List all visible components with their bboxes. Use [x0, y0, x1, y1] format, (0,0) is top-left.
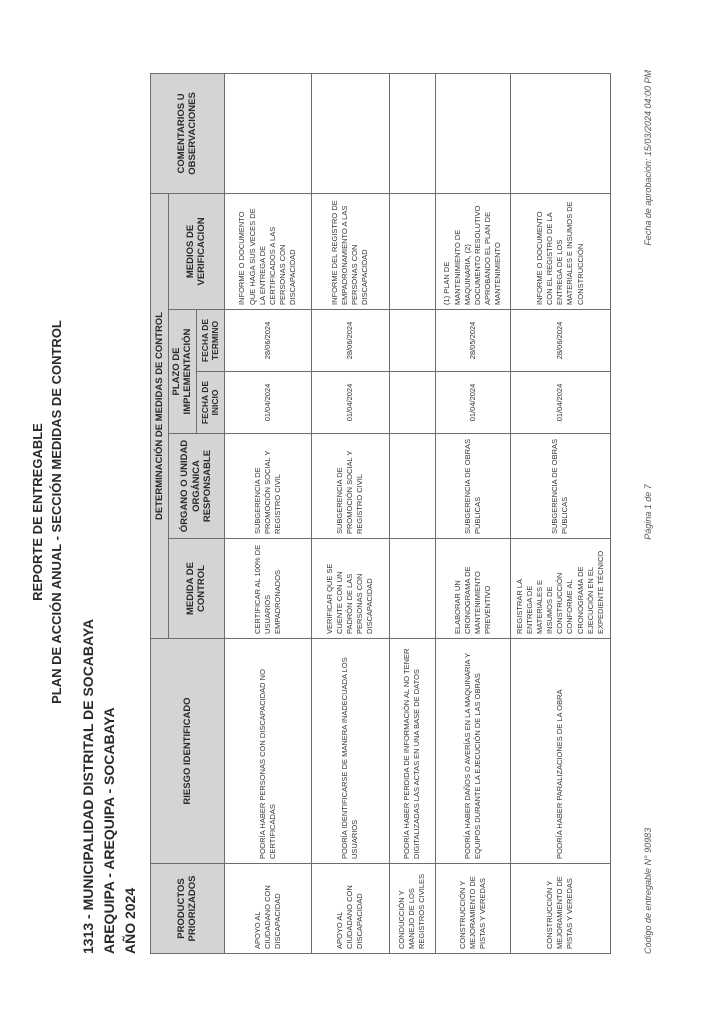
cell-measure: CERTIFICAR AL 100% DE USUARIOS EMPADRONADOS	[224, 539, 311, 639]
cell-risk: PODRÍA IDENTIFICARSE DE MANERA INADECUADA LOS USUARIOS	[311, 639, 389, 864]
cell-end-date	[389, 310, 435, 372]
page-number: Página 1 de 7	[643, 484, 653, 540]
table-row	[224, 73, 311, 953]
cell-risk: PODRÍA HABER PERSONAS CON DISCAPACIDAD NO CERTIFICADAS	[224, 639, 311, 864]
cell-comments	[311, 73, 389, 193]
cell-product: APOYO AL CIUDADANO CON DISCAPACIDAD	[224, 864, 311, 954]
cell-end-date: 28/06/2024	[224, 310, 311, 372]
cell-product: CONSTRUCCIÓN Y MEJORAMIENTO DE PISTAS Y VEREDAS	[435, 864, 510, 954]
cell-organ	[389, 434, 435, 539]
header-period: PLAZO DE IMPLEMENTACIÓN	[169, 310, 197, 434]
cell-verification: INFORME DEL REGISTRO DE EMPADRONAMIENTO A LAS PERSONAS CON DISCAPACIDAD	[311, 193, 389, 309]
header-start-date: FECHA DE INICIO	[196, 372, 224, 434]
cell-comments	[389, 73, 435, 193]
cell-measure: VERIFICAR QUE SE CUENTE CON UN PADRÓN DE LAS PERSONAS CON DISCAPACIDAD	[311, 539, 389, 639]
deliverable-code: Código de entregable N° 90983	[643, 827, 653, 954]
cell-product: CONSTRUCCIÓN Y MEJORAMIENTO DE PISTAS Y VEREDAS	[510, 864, 610, 954]
cell-measure: REGISTRAR LA ENTREGA DE MATERIALES E INSUMOS DE CONSTRUCCIÓN CONFORME AL CRONOGRAMA DE EJECUCIÓN EN EL EXPEDIENTE TÉCNICO	[510, 539, 610, 639]
cell-end-date: 28/06/2024	[510, 310, 610, 372]
cell-start-date: 01/04/2024	[510, 372, 610, 434]
cell-organ: SUBGERENCIA DE OBRAS PÚBLICAS	[510, 434, 610, 539]
entity-name: 1313 - MUNICIPALIDAD DISTRITAL DE SOCABAYA	[80, 618, 96, 954]
cell-verification: INFORME O DOCUMENTO QUE HAGA SUS VECES DE LA ENTREGA DE CERTIFICADOS A LAS PERSONAS CON DISCAPACIDAD	[224, 193, 311, 309]
header-risk: RIESGO IDENTIFICADO	[151, 639, 225, 864]
cell-product: CONDUCCIÓN Y MANEJO DE LOS REGISTROS CIVILES	[389, 864, 435, 954]
cell-organ: SUBGERENCIA DE PROMOCIÓN SOCIAL Y REGISTRO CIVIL	[311, 434, 389, 539]
cell-comments	[435, 73, 510, 193]
cell-verification: INFORME O DOCUMENTO CON EL REGISTRO DE LA ENTREGA DE LOS MATERIALES E INSUMOS DE CONSTRUCCIÓN	[510, 193, 610, 309]
header-organ: ÓRGANO O UNIDAD ORGÁNICA RESPONSABLE	[169, 434, 225, 539]
cell-end-date: 28/06/2024	[311, 310, 389, 372]
table-row	[510, 73, 610, 953]
report-year: AÑO 2024	[122, 887, 138, 954]
cell-start-date: 01/04/2024	[435, 372, 510, 434]
cell-start-date	[389, 372, 435, 434]
header-verification: MEDIOS DE VERIFICACION	[169, 193, 225, 309]
cell-start-date: 01/04/2024	[224, 372, 311, 434]
cell-organ: SUBGERENCIA DE OBRAS PÚBLICAS	[435, 434, 510, 539]
entity-location: AREQUIPA - AREQUIPA - SOCABAYA	[101, 707, 117, 954]
report-subtitle: PLAN DE ACCIÓN ANUAL - SECCIÓN MEDIDAS DE CONTROL	[49, 320, 64, 704]
cell-start-date: 01/04/2024	[311, 372, 389, 434]
cell-risk: PODRÍA HABER DAÑOS O AVERÍAS EN LA MAQUINARIA Y EQUIPOS DURANTE LA EJECUCIÓN DE LAS OBRAS	[435, 639, 510, 864]
cell-risk: PODRÍA HABER PARALIZACIONES DE LA OBRA	[510, 639, 610, 864]
cell-measure	[389, 539, 435, 639]
table-row	[311, 73, 389, 953]
table-row	[435, 73, 510, 953]
cell-verification: (1) PLAN DE MANTENIMIENTO DE MAQUINARIA, (2) DOCUMENTO RESOLUTIVO APROBANDO EL PLAN DE MANTENIMIENTO	[435, 193, 510, 309]
control-measures-table	[150, 73, 611, 954]
cell-end-date: 28/05/2024	[435, 310, 510, 372]
header-measure: MEDIDA DE CONTROL	[169, 539, 225, 639]
report-title: REPORTE DE ENTREGABLE	[30, 423, 45, 601]
cell-comments	[510, 73, 610, 193]
header-end-date: FECHA DE TERMINO	[196, 310, 224, 372]
header-determination: DETERMINACIÓN DE MEDIDAS DE CONTROL	[151, 193, 169, 638]
cell-measure: ELABORAR UN CRONOGRAMA DE MANTENIMIENTO PREVENTIVO	[435, 539, 510, 639]
cell-product: APOYO AL CIUDADANO CON DISCAPACIDAD	[311, 864, 389, 954]
cell-organ: SUBGERENCIA DE PROMOCIÓN SOCIAL Y REGISTRO CIVIL	[224, 434, 311, 539]
cell-comments	[224, 73, 311, 193]
header-products: PRODUCTOS PRIORIZADOS	[151, 864, 225, 954]
header-comments: COMENTARIOS U OBSERVACIONES	[151, 73, 225, 193]
cell-verification	[389, 193, 435, 309]
table-row	[389, 73, 435, 953]
cell-risk: PODRÍA HABER PERDIDA DE INFORMACIÓN AL NO TENER DIGITALIZADAS LAS ACTAS EN UNA BASE DE DATOS	[389, 639, 435, 864]
approval-date: Fecha de aprobación: 15/03/2024 04:00 PM	[643, 70, 653, 246]
